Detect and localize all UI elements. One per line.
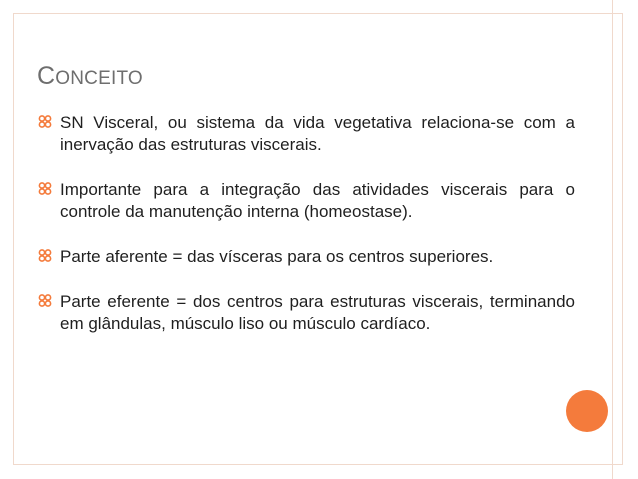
bullet-text: SN Visceral, ou sistema da vida vegetativa relaciona-se com a inervação das estruturas viscerais. bbox=[60, 113, 575, 154]
slide-title bbox=[37, 62, 143, 91]
bullet-item bbox=[38, 179, 575, 223]
clover-bullet-icon bbox=[38, 181, 52, 197]
bullet-item bbox=[38, 291, 575, 335]
bullet-item bbox=[38, 246, 575, 268]
right-divider-line bbox=[612, 0, 613, 479]
clover-bullet-icon bbox=[38, 248, 52, 264]
decorative-orange-circle bbox=[566, 390, 608, 432]
clover-bullet-icon bbox=[38, 114, 52, 130]
bullet-text: Parte eferente = dos centros para estruturas viscerais, terminando em glândulas, músculo liso ou músculo cardíaco. bbox=[60, 292, 575, 333]
title-initial: C bbox=[37, 62, 56, 90]
bullet-text: Importante para a integração das atividades viscerais para o controle da manutenção interna (homeostase). bbox=[60, 180, 575, 221]
bullet-item bbox=[38, 112, 575, 156]
clover-bullet-icon bbox=[38, 293, 52, 309]
bullet-list bbox=[38, 112, 575, 358]
title-rest: ONCEITO bbox=[55, 68, 143, 89]
bullet-text: Parte aferente = das vísceras para os centros superiores. bbox=[60, 247, 494, 266]
